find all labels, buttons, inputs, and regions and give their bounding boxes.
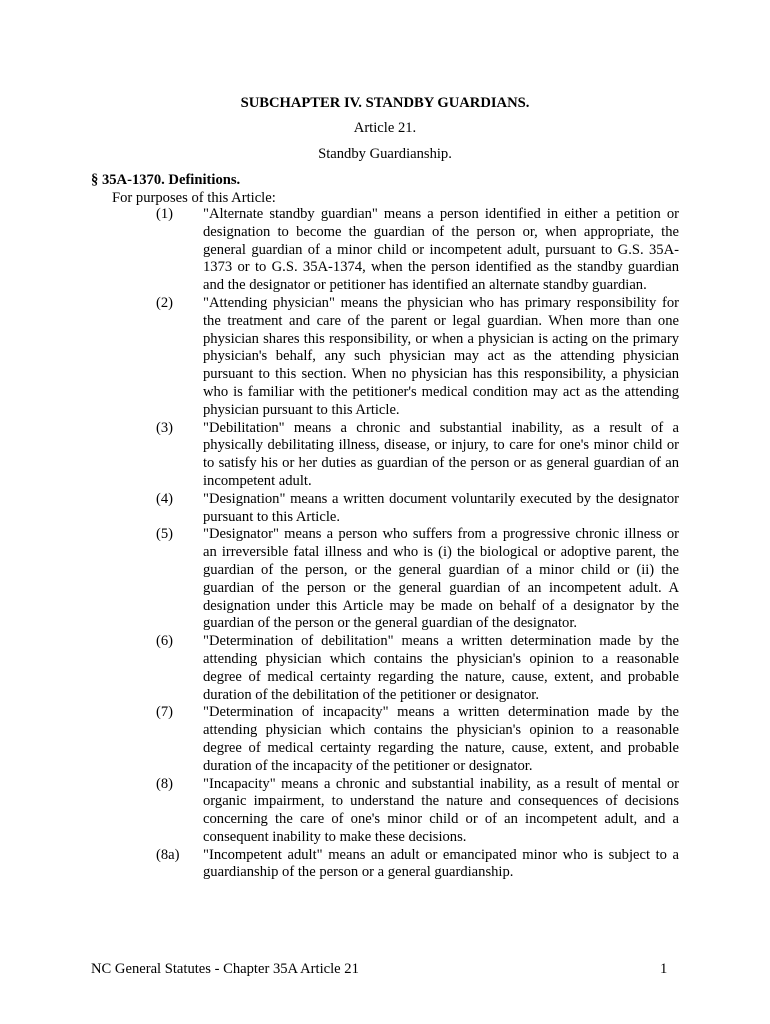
intro-text: For purposes of this Article: xyxy=(112,190,276,206)
definition-number: (3) xyxy=(156,419,174,436)
page-number: 1 xyxy=(660,961,668,977)
definition-number: (7) xyxy=(156,704,174,721)
definition-text: "Incompetent adult" means an adult or emancipated minor who is subject to a guardianship of the person or a general guardianship. xyxy=(203,846,679,881)
definition-text: "Determination of debilitation" means a written determination made by the attending physician which contains the physician's opinion to a reasonable degree of medical certainty regarding the nature, cause, extent, and probable duration of the debilitation of the petitioner or designator. xyxy=(203,633,679,703)
article-number: Article 21. xyxy=(353,120,417,136)
definition-item xyxy=(0,491,770,527)
definition-number: (1) xyxy=(156,206,174,222)
definition-text: "Debilitation" means a chronic and substantial inability, as a result of a physically debilitating illness, disease, or injury, to care for one's minor child or to satisfy his or her duties as guardian of the person or as general guardian of an incompetent adult. xyxy=(203,419,679,489)
definition-text: "Designation" means a written document voluntarily executed by the designator pursuant to this Article. xyxy=(203,490,679,525)
definition-text: "Attending physician" means the physician who has primary responsibility for the treatment and care of the parent or legal guardian. When more than one physician shares this responsibility, or when a physician is acting on the primary physician's behalf, any such physician may act as the attending physician pursuant to this section. When no physician has this responsibility, a physician who is familiar with the petitioner's medical condition may act as the attending physician pursuant to this Article. xyxy=(203,294,679,418)
subchapter-heading: SUBCHAPTER IV. STANDBY GUARDIANS. xyxy=(240,95,530,111)
definition-number: (8a) xyxy=(156,846,180,863)
footer-title: NC General Statutes - Chapter 35A Article 21 xyxy=(91,961,359,977)
definition-item xyxy=(0,704,770,775)
definition-item xyxy=(0,526,770,633)
definition-text: "Determination of incapacity" means a written determination made by the attending physician which contains the physician's opinion to a reasonable degree of medical certainty regarding the nature, cause, extent, and probable duration of the incapacity of the petitioner or designator. xyxy=(203,704,679,774)
definition-item xyxy=(0,847,770,883)
definition-number: (6) xyxy=(156,633,174,650)
definition-number: (2) xyxy=(156,294,174,311)
definition-text: "Alternate standby guardian" means a person identified in either a petition or designation to become the guardian of the person or, when appropriate, the general guardian of a minor child or incompetent adult, pursuant to G.S. 35A-1373 or to G.S. 35A-1374, when the person identified as the standby guardian and the designator or petitioner has identified an alternate standby guardian. xyxy=(203,206,679,294)
definition-number: (5) xyxy=(156,526,174,543)
definition-item xyxy=(0,206,770,295)
section-heading: § 35A-1370. Definitions. xyxy=(91,172,241,188)
definition-text: "Incapacity" means a chronic and substantial inability, as a result of mental or organic impairment, to understand the nature and consequences of decisions concerning the care of one's minor child or of an incompetent adult, and a consequent inability to make these decisions. xyxy=(203,775,679,845)
definition-text: "Designator" means a person who suffers from a progressive chronic illness or an irreversible fatal illness and who is (i) the biological or adoptive parent, the guardian of the person, or the general guardian of a minor child or (ii) the guardian of the person or the general guardian of an incompetent adult. A designation under this Article may be made on behalf of a designator by the guardian of the person or the general guardian of the designator. xyxy=(203,526,679,632)
article-title: Standby Guardianship. xyxy=(318,146,452,162)
definition-item xyxy=(0,295,770,420)
definition-number: (4) xyxy=(156,490,174,507)
definition-item xyxy=(0,633,770,704)
definition-item xyxy=(0,776,770,847)
definition-number: (8) xyxy=(156,775,174,792)
definition-item xyxy=(0,420,770,491)
definition-list xyxy=(0,206,770,882)
